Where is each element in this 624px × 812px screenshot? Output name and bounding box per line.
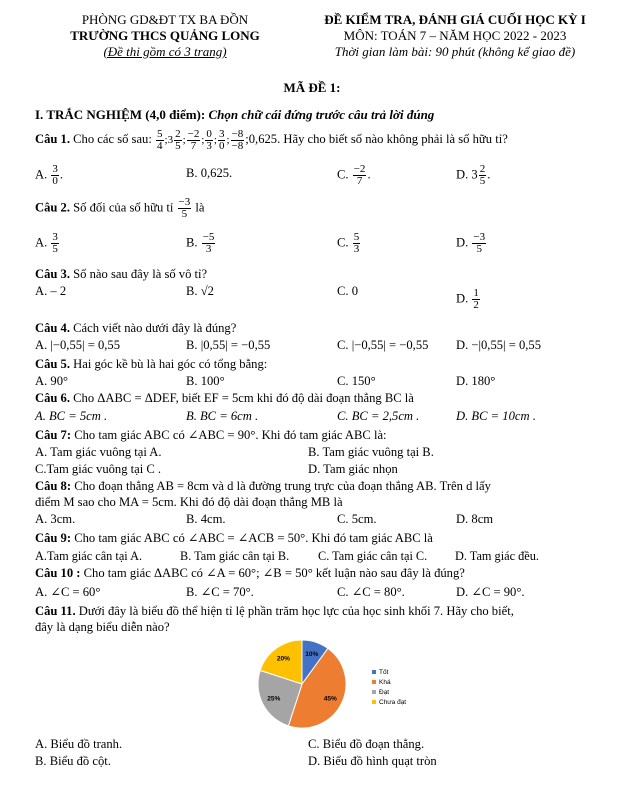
q2-option-b[interactable]: B. $\frac{-5}{3}$ (186, 231, 215, 255)
q2-option-a[interactable]: A. $\frac{3}{5}$ (35, 231, 58, 255)
legend-label-2: Khá (379, 679, 391, 686)
section-title: I. TRẮC NGHIỆM (4,0 điểm): Chọn chữ cái đứng trước câu trả lời đúng (35, 107, 435, 122)
q6-option-b[interactable]: B. BC = 6cm . (186, 409, 259, 423)
question-4: Câu 4. Cách viết nào dưới đây là đúng? (35, 321, 237, 335)
q1-option-b[interactable]: B. 0,625. (186, 166, 233, 180)
q8-option-d[interactable]: D. 8cm (456, 512, 494, 526)
q6-option-d[interactable]: D. BC = 10cm . (456, 409, 536, 423)
q1-option-d[interactable]: D. 3 $\frac{2}{5}$ . (456, 163, 491, 187)
page-count-note: (Đề thi gồm có 3 trang) (103, 44, 227, 59)
legend-swatch-3 (372, 690, 376, 694)
question-11: Câu 11. Dưới đây là biểu đồ thể hiện tỉ lệ phần trăm học lực của học sinh khối 7. Hãy cho biết, (35, 604, 514, 618)
q7-option-d[interactable]: D. Tam giác nhọn (308, 462, 398, 476)
q3-option-a[interactable]: A. – 2 (35, 284, 67, 298)
question-5: Câu 5. Hai góc kề bù là hai góc có tổng bằng: (35, 357, 268, 371)
q10-option-d[interactable]: D. ∠C = 90°. (456, 585, 525, 599)
legend-swatch-4 (372, 700, 376, 704)
question-8: Câu 8: Cho đoạn thẳng AB = 8cm và d là đường trung trực của đoạn thẳng AB. Trên d lấy (35, 479, 491, 493)
q11-option-b[interactable]: B. Biểu đồ cột. (35, 754, 111, 768)
exam-title: ĐỀ KIỂM TRA, ĐÁNH GIÁ CUỐI HỌC KỲ I (324, 12, 586, 27)
q2-option-d[interactable]: D. $\frac{-3}{5}$ (456, 231, 486, 255)
q7-option-c[interactable]: C.Tam giác vuông tại C . (35, 462, 162, 476)
question-7: Câu 7: Cho tam giác ABC có ∠ABC = 90°. Khi đó tam giác ABC là: (35, 428, 387, 442)
question-1: Câu 1. Cho các số sau: $\frac{5}{4}$ ;3 $\frac{2}{5}$ ; $\frac{-2}{7}$ ; $\frac{0}{3}$ ; $\frac{3}{0}$ ; $\frac{-8}{-8}$ ;0,625. Hãy cho biết số nào không phải là số hữu tỉ? (35, 128, 508, 152)
q5-option-c[interactable]: C. 150° (337, 374, 376, 388)
q3-option-c[interactable]: C. 0 (337, 284, 358, 298)
q5-option-b[interactable]: B. 100° (186, 374, 225, 388)
q1-option-a[interactable]: A. $\frac{3}{0}$ . (35, 163, 64, 187)
legend-label-3: Đạt (379, 689, 390, 696)
q8-option-b[interactable]: B. 4cm. (186, 512, 226, 526)
q5-option-d[interactable]: D. 180° (456, 374, 496, 388)
section-instruction: Chọn chữ cái đứng trước câu trả lời đúng (208, 107, 435, 122)
subject-line: MÔN: TOÁN 7 – NĂM HỌC 2022 - 2023 (343, 28, 567, 43)
q11-option-d[interactable]: D. Biểu đồ hình quạt tròn (308, 754, 437, 768)
question-9: Câu 9: Cho tam giác ABC có ∠ABC = ∠ACB = 50°. Khi đó tam giác ABC là (35, 531, 433, 545)
question-2: Câu 2. Số đối của số hữu tỉ $\frac{-3}{5}$ là (35, 196, 205, 220)
question-10: Câu 10 : Cho tam giác ΔABC có ∠A = 60°; ∠B = 50° kết luận nào sau đây là đúng? (35, 566, 465, 580)
q4-option-a[interactable]: A. |−0,55| = 0,55 (35, 338, 121, 352)
q10-option-c[interactable]: C. ∠C = 80°. (337, 585, 405, 599)
q11-option-a[interactable]: A. Biểu đồ tranh. (35, 737, 123, 751)
exam-code: MÃ ĐỀ 1: (283, 80, 341, 95)
q6-option-a[interactable]: A. BC = 5cm . (35, 409, 108, 423)
school-department: PHÒNG GD&ĐT TX BA ĐỒN (81, 12, 249, 27)
q9-option-b[interactable]: B. Tam giác cân tại B. (180, 549, 290, 563)
legend-label-4: Chưa đạt (379, 699, 407, 706)
q9-option-d[interactable]: D. Tam giác đều. (455, 549, 539, 563)
pie-chart (250, 636, 430, 732)
legend-label-1: Tốt (379, 669, 389, 676)
q3-option-d[interactable]: D. $\frac{1}{2}$ (456, 287, 479, 311)
q9-option-c[interactable]: C. Tam giác cân tại C. (318, 549, 428, 563)
q8-option-a[interactable]: A. 3cm. (35, 512, 76, 526)
q2-option-c[interactable]: C. $\frac{5}{3}$ (337, 231, 360, 255)
q4-option-b[interactable]: B. |0,55| = −0,55 (186, 338, 271, 352)
q7-option-a[interactable]: A. Tam giác vuông tại A. (35, 445, 162, 459)
question-3: Câu 3. Số nào sau đây là số vô tỉ? (35, 267, 208, 281)
question-8-cont: điểm M sao cho MA = 5cm. Khi đó độ dài đoạn thẳng MB là (35, 495, 343, 509)
pie-data-label-2: 45% (323, 695, 337, 703)
pie-data-label-4: 20% (276, 655, 290, 663)
q4-option-c[interactable]: C. |−0,55| = −0,55 (337, 338, 429, 352)
q7-option-b[interactable]: B. Tam giác vuông tại B. (308, 445, 434, 459)
pie-data-label-3: 25% (267, 695, 281, 703)
q6-option-c[interactable]: C. BC = 2,5cm . (337, 409, 420, 423)
q10-option-a[interactable]: A. ∠C = 60° (35, 585, 101, 599)
q4-option-d[interactable]: D. −|0,55| = 0,55 (456, 338, 542, 352)
q9-option-a[interactable]: A.Tam giác cân tại A. (35, 549, 143, 563)
question-6: Câu 6. Cho ΔABC = ΔDEF, biết EF = 5cm khi đó độ dài đoạn thẳng BC là (35, 391, 414, 405)
q10-option-b[interactable]: B. ∠C = 70°. (186, 585, 254, 599)
q1-option-c[interactable]: C. $\frac{-2}{7}$ . (337, 163, 371, 187)
q5-option-a[interactable]: A. 90° (35, 374, 69, 388)
pie-data-label-1: 10% (305, 650, 319, 658)
q8-option-c[interactable]: C. 5cm. (337, 512, 377, 526)
legend-swatch-1 (372, 670, 376, 674)
question-11-cont: đây là dạng biểu diễn nào? (35, 620, 170, 634)
legend-swatch-2 (372, 680, 376, 684)
q11-option-c[interactable]: C. Biểu đồ đoạn thẳng. (308, 737, 425, 751)
q3-option-b[interactable]: B. √2 (186, 284, 214, 298)
time-line: Thời gian làm bài: 90 phút (không kể giao đề) (334, 44, 576, 59)
school-name: TRƯỜNG THCS QUẢNG LONG (70, 28, 260, 43)
